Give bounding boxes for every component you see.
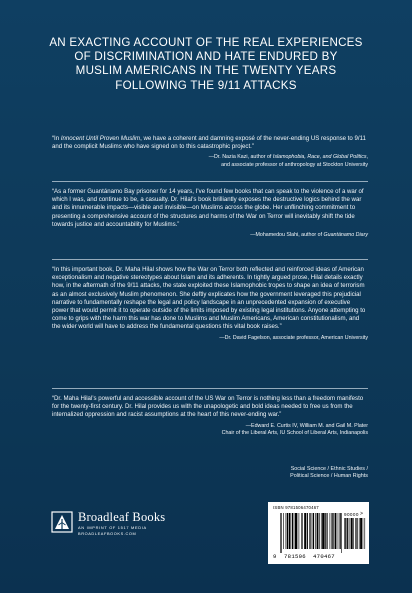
barcode-bar (356, 518, 357, 549)
barcode-bar (325, 513, 326, 549)
barcode-bar (313, 513, 314, 549)
barcode-bar (327, 513, 328, 549)
barcode-bar (302, 513, 303, 549)
barcode-bar (317, 513, 319, 549)
divider (52, 259, 368, 260)
barcode-bar (312, 513, 313, 549)
barcode-bar (321, 513, 322, 549)
barcode-bar (309, 513, 310, 549)
isbn-barcode (268, 502, 369, 564)
barcode-bar (280, 513, 281, 553)
barcode-bar (360, 518, 362, 549)
barcode-bar (359, 518, 360, 549)
attribution-name: —Edward E. Curtis IV, William M. and Gail M. Plater (245, 422, 368, 429)
subject-line: Political Science / Human Rights (290, 473, 368, 480)
barcode-bar (331, 513, 332, 549)
subject-categories (280, 466, 368, 480)
addon-barcode-bars (344, 518, 366, 553)
barcode-bar (350, 518, 351, 549)
barcode-bar (287, 513, 288, 549)
barcode-bar (363, 518, 364, 549)
barcode-bar (289, 513, 291, 549)
blurb-text-rest: , we have a coherent and damning exposé of the never-ending US response to 9/11 and the complicit Muslims who have signed on to this catastrophic project.” (52, 135, 366, 151)
barcode-bar (310, 513, 311, 549)
barcode-bar (319, 513, 320, 549)
blurb-kazi (52, 135, 368, 169)
barcode-bar (294, 513, 295, 549)
barcode-bar (340, 513, 341, 549)
blurb-attribution (52, 154, 368, 168)
barcode-bar (355, 518, 356, 549)
headline-line: MUSLIM AMERICANS IN THE TWENTY YEARS (75, 64, 337, 78)
barcode-bar (333, 513, 334, 549)
barcode-addon-marker: > (360, 511, 364, 517)
blurb-text (52, 135, 368, 151)
attribution-affiliation: and associate professor of anthropology at Stockton University (221, 161, 368, 168)
barcode-bar (283, 513, 284, 549)
publisher-imprint: AN IMPRINT OF 1517 MEDIA (78, 525, 147, 530)
barcode-bar (364, 518, 365, 549)
barcode-bar (281, 513, 282, 553)
barcode-bar (301, 513, 302, 549)
barcode-bar (338, 513, 339, 549)
attribution-name: —Dr. Nazia Kazi, author of (208, 154, 273, 161)
barcode-bar (330, 513, 331, 549)
blurb-text: “As a former Guantánamo Bay prisoner for 14 years, I’ve found few books that can speak to the violence of a war of which I was, and continue to be, a casualty. Dr. Hilal’s book brilliantly exposes the destructive logics behind the war and its innumerable impacts—visible and invisible—on Muslims across the globe. Her unflinching commitment to presenting a comprehensive account of the structures and harms of the War on Terror will inevitably shift the tide towards justice and accountability for Muslims.” (52, 188, 364, 228)
barcode-digits-right: 470467 (313, 553, 335, 560)
headline-line: OF DISCRIMINATION AND HATE ENDURED BY (74, 50, 338, 64)
barcode-bar (299, 513, 300, 549)
barcode-bar (307, 513, 308, 549)
headline-line: AN EXACTING ACCOUNT OF THE REAL EXPERIENCES (49, 36, 363, 49)
barcode-bar (322, 513, 324, 549)
barcode-bar (295, 513, 297, 549)
attribution-name: —Mohamedou Slahi, author of (250, 232, 324, 239)
attribution-punct: , (366, 154, 368, 161)
barcode-digits-left: 781506 (284, 553, 306, 560)
publisher-name: Broadleaf Books (78, 510, 166, 524)
barcode-bar (344, 518, 345, 549)
barcode-bar (347, 518, 348, 549)
attribution-book-italic: Islamophobia, Race, and Global Politics (272, 154, 367, 161)
blurb-curtis (52, 395, 368, 437)
publisher-url: BROADLEAFBOOKS.COM (78, 531, 137, 536)
attribution-affiliation: Chair of the Liberal Arts, IU School of Liberal Arts, Indianapolis (221, 429, 368, 436)
isbn-number: ISBN 9781506470467 (273, 505, 319, 510)
blurb-slahi (52, 188, 368, 239)
blurb-attribution (52, 423, 368, 437)
barcode-bars (280, 513, 342, 553)
barcode-bar (315, 513, 316, 549)
blurb-text-start: “In (52, 135, 61, 142)
divider (52, 181, 368, 182)
blurb-text: “Dr. Maha Hilal’s powerful and accessible account of the US War on Terror is nothing less than a freedom manifesto for the twenty-first century. Dr. Hilal provides us with the unapologetic and bold ideas needed to free us from the internalized oppression and racist assumptions at the heart of this never-ending war.” (52, 395, 364, 419)
blurb-attribution: —Dr. David Fagelson, associate professor, American University (219, 334, 368, 341)
publisher-block (51, 503, 201, 563)
publisher-text (78, 511, 165, 536)
book-title-italic: Innocent Until Proven Muslim (60, 135, 141, 142)
barcode-bar (341, 513, 342, 553)
attribution-book-italic: Guantánamo Diary (323, 232, 368, 239)
barcode-bar (351, 518, 353, 549)
price-code: 90000 (344, 512, 359, 517)
barcode-bar (353, 518, 354, 549)
barcode-bar (304, 513, 306, 549)
barcode-digit-first: 9 (273, 553, 277, 560)
blurb-attribution (52, 232, 368, 239)
blurb-fagelson (52, 266, 368, 342)
subject-line: Social Science / Ethnic Studies / (290, 466, 368, 472)
headline (28, 36, 384, 93)
blurb-text: “In this important book, Dr. Maha Hilal shows how the War on Terror both reflected and reinforced ideas of American exceptionalism and negative stereotypes about Islam and its adherents. In tightly argued prose, Hilal details exactly how, in the aftermath of the 9/11 attacks, the state exploited these Islamophobic tropes to shape an idea of terrorism as an almost exclusively Muslim phenomenon. She deftly explicates how the government leveraged this prejudicial narrative to fundamentally reshape the legal and policy landscape in an unprecedented expansion of executive power that would permit it to operate outside of the limits imposed by existing legal institutions. Anyone attempting to come to grips with the harm this war has done to Muslims and Muslim Americans, American constitutionalism, and the wider world will have to address the fundamental questions this vital book raises.” (52, 266, 366, 331)
barcode-bar (345, 518, 346, 549)
headline-line: FOLLOWING THE 9/11 ATTACKS (115, 78, 297, 92)
barcode-bar (292, 513, 293, 549)
broadleaf-logo-icon (51, 511, 73, 533)
barcode-bar (286, 513, 287, 549)
barcode-bar (335, 513, 337, 549)
divider (52, 388, 368, 389)
